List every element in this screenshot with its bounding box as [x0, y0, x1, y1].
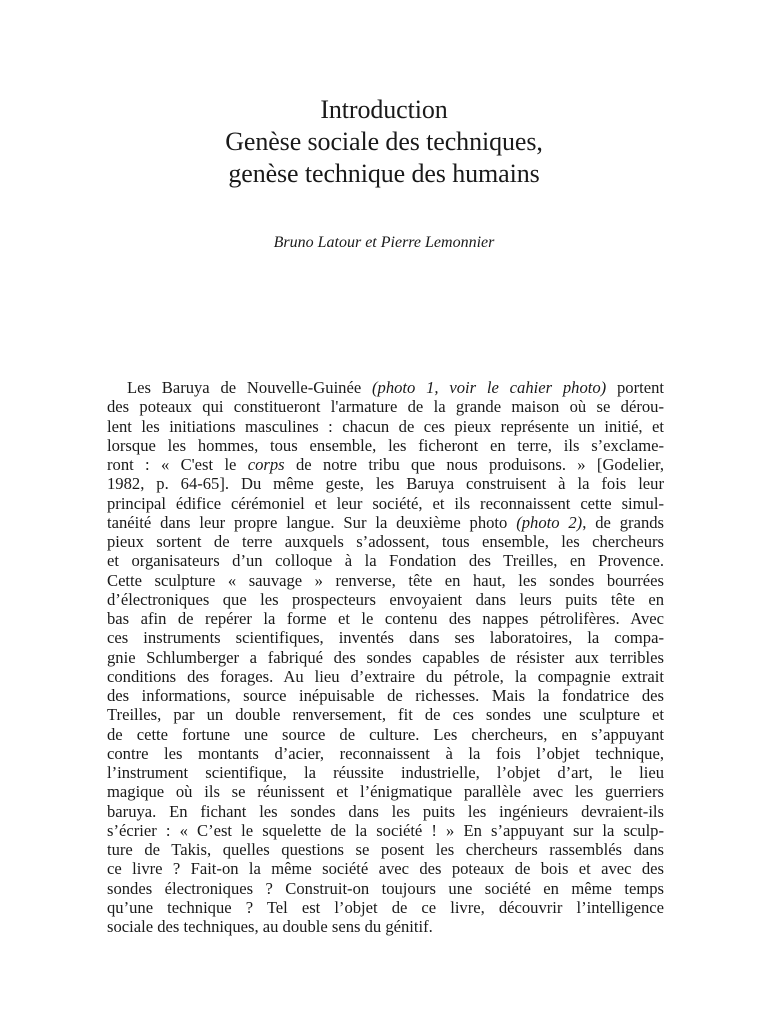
body-line	[107, 667, 664, 686]
body-line	[107, 474, 664, 493]
body-text-segment: et organisateurs d’un colloque à la Fondation des Treilles, en Provence.	[107, 551, 664, 571]
body-paragraph	[107, 378, 664, 936]
body-line	[107, 551, 664, 570]
body-line	[107, 725, 664, 744]
body-italic-text: (photo 2)	[516, 512, 583, 532]
body-line	[107, 571, 664, 590]
body-text-segment: Treilles, par un double renversement, fit de ces sondes une sculpture et	[107, 705, 664, 725]
body-text-segment: l’instrument scientifique, la réussite industrielle, l’objet d’art, le lieu	[107, 763, 664, 782]
chapter-title	[0, 94, 768, 190]
body-text-segment: gnie Schlumberger a fabriqué des sondes capables de résister aux terribles	[107, 647, 664, 667]
body-line	[107, 821, 664, 840]
body-text-segment: sondes électroniques ? Construit-on toujours une société en même temps	[107, 878, 664, 898]
body-text-segment: lent les initiations masculines : chacun de ces pieux représente un initié, et	[107, 416, 664, 436]
body-line	[107, 648, 664, 667]
body-text-segment: qu’une technique ? Tel est l’objet de ce livre, découvrir l’intelligence	[107, 897, 664, 917]
body-line	[107, 802, 664, 821]
body-text-segment: ce livre ? Fait-on la même société avec des poteaux de bois et avec des	[107, 859, 664, 879]
body-line	[107, 879, 664, 898]
body-text-segment: s’écrier : « C’est le squelette de la société ! » En s’appuyant sur la sculp-	[107, 820, 664, 840]
body-text-segment: principal édifice cérémoniel et leur société, et ils reconnaissent cette simul-	[107, 493, 664, 513]
body-text-segment: magique où ils se réunissent et l’énigmatique parallèle avec les guerriers	[107, 782, 664, 802]
body-text-segment: portent	[606, 378, 665, 397]
body-line	[107, 763, 664, 782]
body-line	[107, 417, 664, 436]
body-text-segment: des poteaux qui constitueront l'armature de la grande maison où se dérou-	[107, 397, 664, 417]
body-line	[107, 590, 664, 609]
body-line	[107, 840, 664, 859]
body-text-segment: 1982, p. 64-65]. Du même geste, les Baruya construisent à la fois leur	[107, 474, 664, 494]
chapter-title-line-3: genèse technique des humains	[228, 159, 540, 188]
body-text-segment: sociale des techniques, au double sens du génitif.	[107, 917, 433, 936]
body-text-segment: contre les montants d’acier, reconnaissent à la fois l’objet technique,	[107, 743, 664, 763]
body-line	[107, 397, 664, 416]
body-text-segment: ture de Takis, quelles questions se posent les chercheurs rassemblés dans	[107, 840, 664, 859]
chapter-authors: Bruno Latour et Pierre Lemonnier	[273, 234, 495, 251]
body-text-segment: pieux sortent de terre auxquels s’adossent, tous ensemble, les chercheurs	[107, 532, 664, 551]
body-line	[107, 705, 664, 724]
body-line	[107, 436, 664, 455]
body-line	[107, 686, 664, 705]
body-line	[107, 532, 664, 551]
body-text-segment: conditions des forages. Au lieu d’extraire du pétrole, la compagnie extrait	[107, 666, 664, 686]
body-line	[107, 898, 664, 917]
body-text-segment: d’électroniques que les prospecteurs envoyaient dans leurs puits tête en	[107, 589, 664, 609]
body-text-segment: bas afin de repérer la forme et le contenu des nappes pétrolifères. Avec	[107, 609, 664, 628]
body-line	[107, 782, 664, 801]
chapter-title-line-2: Genèse sociale des techniques,	[225, 127, 543, 156]
body-text-segment: de cette fortune une source de culture. Les chercheurs, en s’appuyant	[107, 724, 664, 744]
body-text-segment: de notre tribu que nous produisons. » [Godelier,	[284, 455, 664, 474]
body-line	[107, 378, 664, 397]
body-line	[107, 494, 664, 513]
body-text-segment: , de grands	[582, 512, 664, 532]
body-text-segment: des informations, source inépuisable de richesses. Mais la fondatrice des	[107, 686, 664, 705]
body-text-segment: Cette sculpture « sauvage » renverse, tête en haut, les sondes bourrées	[107, 570, 664, 590]
body-line	[107, 513, 664, 532]
body-line	[107, 917, 664, 936]
body-text-segment: ront : « C'est le	[107, 455, 248, 474]
body-line	[107, 744, 664, 763]
body-text-segment: tanéité dans leur propre langue. Sur la deuxième photo	[107, 512, 517, 532]
body-italic-text: (photo 1, voir le cahier photo)	[372, 378, 607, 397]
body-line	[107, 628, 664, 647]
body-italic-text: corps	[247, 455, 285, 474]
body-line	[107, 859, 664, 878]
body-line	[107, 609, 664, 628]
body-text-segment: Les Baruya de Nouvelle-Guinée	[127, 378, 373, 397]
body-text-segment: lorsque les hommes, tous ensemble, les ficheront en terre, ils s’exclame-	[107, 435, 664, 455]
chapter-title-line-1: Introduction	[320, 95, 448, 124]
body-text-segment: ces instruments scientifiques, inventés dans ses laboratoires, la compa-	[107, 628, 664, 648]
body-text-segment: baruya. En fichant les sondes dans les puits les ingénieurs devraient-ils	[107, 801, 664, 821]
body-line	[107, 455, 664, 474]
